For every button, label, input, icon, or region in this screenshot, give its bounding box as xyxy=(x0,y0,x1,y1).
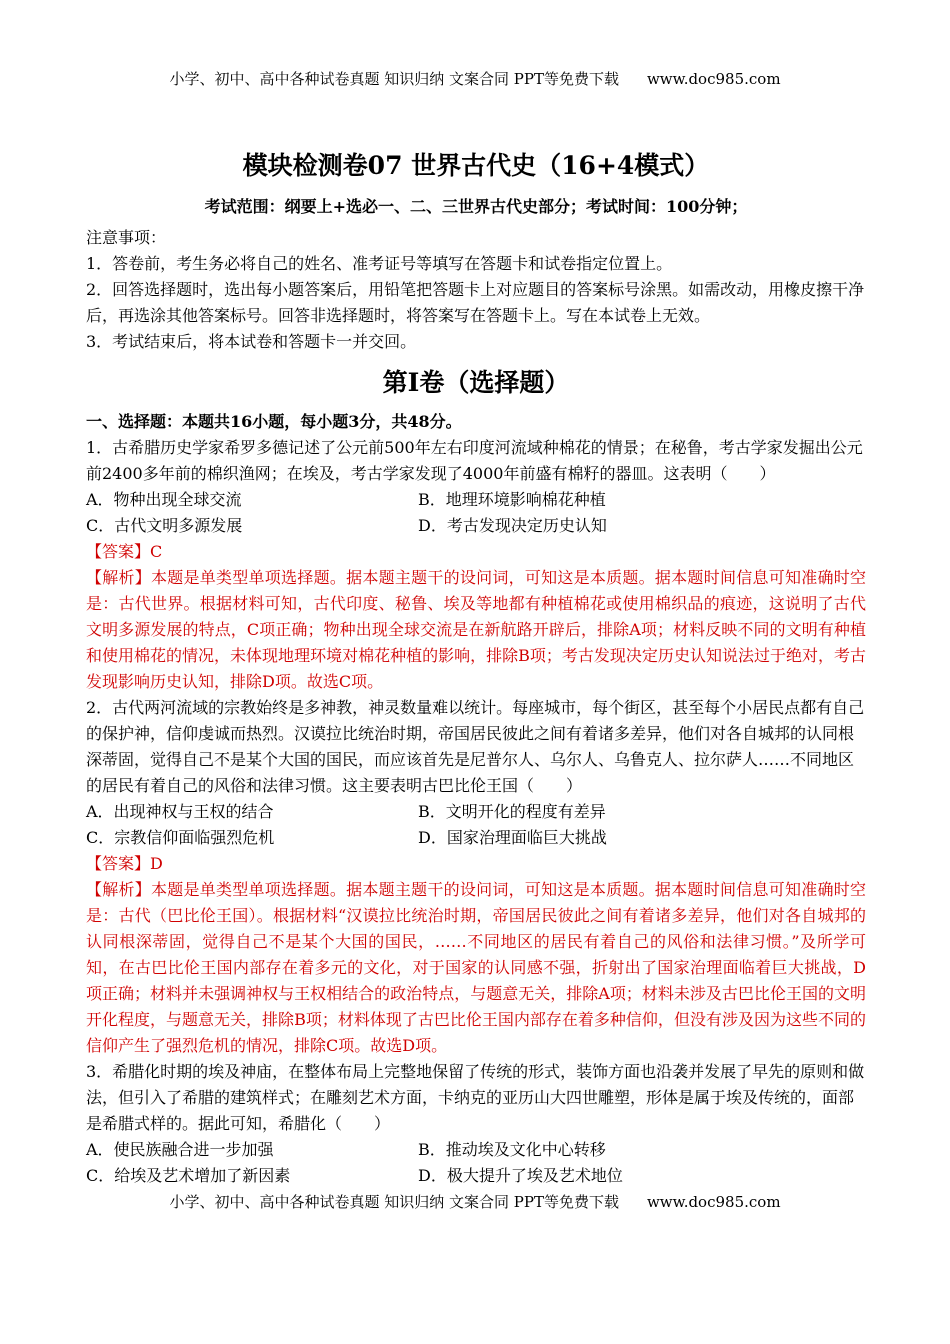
section-heading: 一、选择题：本题共16小题，每小题3分，共48分。 xyxy=(86,412,462,431)
question-stem: 2．古代两河流域的宗教始终是多神教，神灵数量难以统计。每座城市，每个街区，甚至每个小居民点都有自己的保护神，信仰虔诚而热烈。汉谟拉比统治时期，帝国居民彼此之间有着诸多差异，他们对各自城邦的认同根深蒂固，觉得自己不是某个大国的国民，而应该首先是尼普尔人、乌尔人、乌鲁克人、拉尔萨人……不同地区的居民有着自己的风俗和法律习惯。这主要表明古巴比伦王国（ ） xyxy=(86,698,865,795)
option-b: B．文明开化的程度有差异 xyxy=(418,802,606,821)
option-a: A．物种出现全球交流 xyxy=(86,490,242,509)
page-content xyxy=(86,140,866,1189)
section-title: 第I卷（选择题） xyxy=(382,368,570,397)
header-site[interactable]: www.doc985.com xyxy=(646,70,781,88)
option-c: C．古代文明多源发展 xyxy=(86,516,243,535)
answer: 【答案】D xyxy=(86,854,163,873)
option-d: D．极大提升了埃及艺术地位 xyxy=(418,1166,623,1185)
option-c: C．宗教信仰面临强烈危机 xyxy=(86,828,275,847)
exam-subtitle: 考试范围：纲要上+选必一、二、三世界古代史部分；考试时间：100分钟； xyxy=(204,197,748,216)
option-a: A．使民族融合进一步加强 xyxy=(86,1140,274,1159)
analysis: 【解析】本题是单类型单项选择题。据本题主题干的设问词，可知这是本质题。据本题时间信息可知准确时空是：古代（巴比伦王国）。根据材料“汉谟拉比统治时期，帝国居民彼此之间有着诸多差异，他们对各自城邦的认同根深蒂固，觉得自己不是某个大国的国民，……不同地区的居民有着自己的风俗和法律习惯。”及所学可知，在古巴比伦王国内部存在着多元的文化，对于国家的认同感不强，折射出了国家治理面临着巨大挑战，D项正确；材料并未强调神权与王权相结合的政治特点，与题意无关，排除A项；材料未涉及古巴比伦王国的文明开化程度，与题意无关，排除B项；材料体现了古巴比伦王国内部存在着多种信仰，但没有涉及因为这些不同的信仰产生了强烈危机的情况，排除C项。故选D项。 xyxy=(86,880,866,1055)
page-header xyxy=(0,68,950,89)
option-c: C．给埃及艺术增加了新因素 xyxy=(86,1166,291,1185)
note-item: 3．考试结束后，将本试卷和答题卡一并交回。 xyxy=(86,332,417,351)
option-a: A．出现神权与王权的结合 xyxy=(86,802,274,821)
question-stem: 3．希腊化时期的埃及神庙，在整体布局上完整地保留了传统的形式，装饰方面也沿袭并发展了早先的原则和做法，但引入了希腊的建筑样式；在雕刻艺术方面，卡纳克的亚历山大四世雕塑，形体是属于埃及传统的，面部是希腊式样的。据此可知，希腊化（ ） xyxy=(86,1062,865,1133)
question-options xyxy=(86,1137,866,1189)
question-options xyxy=(86,799,866,851)
question-stem: 1．古希腊历史学家希罗多德记述了公元前500年左右印度河流域种棉花的情景；在秘鲁，考古学家发掘出公元前2400多年前的棉织渔网；在埃及，考古学家发现了4000年前盛有棉籽的器皿。这表明（ ） xyxy=(86,438,863,483)
footer-text: 小学、初中、高中各种试卷真题 知识归纳 文案合同 PPT等免费下载 xyxy=(169,1193,619,1211)
exam-title: 模块检测卷07 世界古代史（16+4模式） xyxy=(242,151,710,180)
page-footer xyxy=(0,1191,950,1212)
note-item: 2．回答选择题时，选出每小题答案后，用铅笔把答题卡上对应题目的答案标号涂黑。如需改动，用橡皮擦干净后，再选涂其他答案标号。回答非选择题时，将答案写在答题卡上。写在本试卷上无效。 xyxy=(86,280,865,325)
option-d: D．国家治理面临巨大挑战 xyxy=(418,828,607,847)
analysis: 【解析】本题是单类型单项选择题。据本题主题干的设问词，可知这是本质题。据本题时间信息可知准确时空是：古代世界。根据材料可知，古代印度、秘鲁、埃及等地都有种植棉花或使用棉织品的痕迹，这说明了古代文明多源发展的特点，C项正确；物种出现全球交流是在新航路开辟后，排除A项；材料反映不同的文明有种植和使用棉花的情况，未体现地理环境对棉花种植的影响，排除B项；考古发现决定历史认知说法过于绝对，考古发现影响历史认知，排除D项。故选C项。 xyxy=(86,568,866,691)
option-d: D．考古发现决定历史认知 xyxy=(418,516,607,535)
notes-heading: 注意事项： xyxy=(86,228,167,247)
note-item: 1．答卷前，考生务必将自己的姓名、准考证号等填写在答题卡和试卷指定位置上。 xyxy=(86,254,673,273)
answer: 【答案】C xyxy=(86,542,163,561)
option-b: B．地理环境影响棉花种植 xyxy=(418,490,606,509)
question-options xyxy=(86,487,866,539)
footer-site[interactable]: www.doc985.com xyxy=(646,1193,781,1211)
option-b: B．推动埃及文化中心转移 xyxy=(418,1140,606,1159)
header-text: 小学、初中、高中各种试卷真题 知识归纳 文案合同 PPT等免费下载 xyxy=(169,70,619,88)
